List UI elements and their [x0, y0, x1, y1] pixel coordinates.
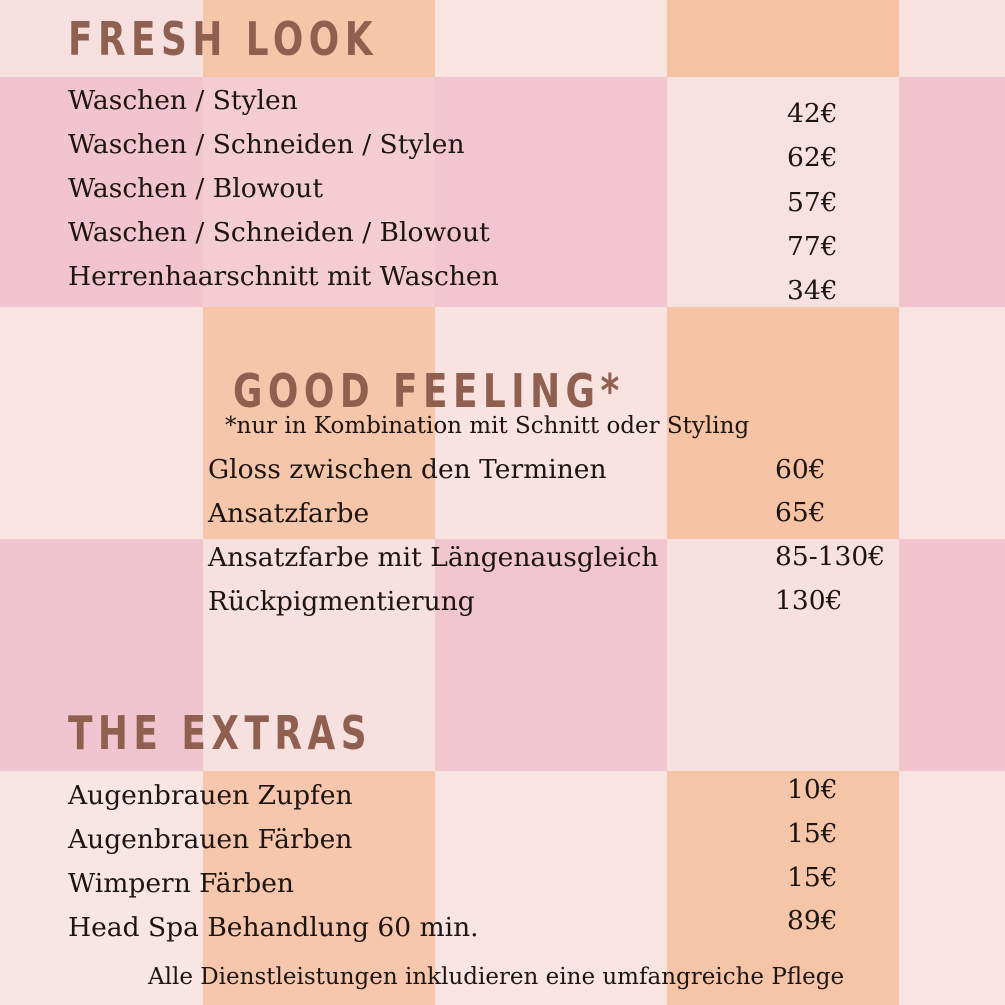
service-price: 62€ [787, 142, 838, 173]
service-price: 15€ [787, 818, 838, 849]
good-feeling-heading: GOOD FEELING* [233, 364, 625, 418]
service-name: Head Spa Behandlung 60 min. [68, 912, 479, 943]
service-name: Augenbrauen Zupfen [68, 780, 353, 811]
service-name: Waschen / Schneiden / Stylen [68, 129, 465, 160]
service-price: 34€ [787, 275, 838, 306]
service-name: Wimpern Färben [68, 868, 294, 899]
service-price: 10€ [787, 774, 838, 805]
fresh-look-heading: FRESH LOOK [68, 12, 379, 66]
service-name: Waschen / Stylen [68, 85, 298, 116]
footer-note: Alle Dienstleistungen inkludieren eine umfangreiche Pflege [148, 964, 845, 990]
service-name: Ansatzfarbe [208, 498, 370, 529]
service-price: 65€ [775, 497, 826, 528]
service-name: Gloss zwischen den Terminen [208, 454, 607, 485]
service-name: Ansatzfarbe mit Längenausgleich [208, 542, 659, 573]
service-name: Herrenhaarschnitt mit Waschen [68, 261, 499, 292]
service-price: 130€ [775, 585, 843, 616]
service-price: 85-130€ [775, 541, 886, 572]
service-price: 15€ [787, 862, 838, 893]
service-name: Waschen / Blowout [68, 173, 324, 204]
service-name: Rückpigmentierung [208, 586, 475, 617]
service-name: Augenbrauen Färben [68, 824, 353, 855]
service-price: 57€ [787, 187, 838, 218]
service-price: 42€ [787, 98, 838, 129]
section-footnote: *nur in Kombination mit Schnitt oder Styling [225, 413, 750, 439]
the-extras-heading: THE EXTRAS [68, 706, 372, 760]
service-price: 89€ [787, 905, 838, 936]
service-price: 77€ [787, 231, 838, 262]
service-name: Waschen / Schneiden / Blowout [68, 217, 490, 248]
service-price: 60€ [775, 454, 826, 485]
